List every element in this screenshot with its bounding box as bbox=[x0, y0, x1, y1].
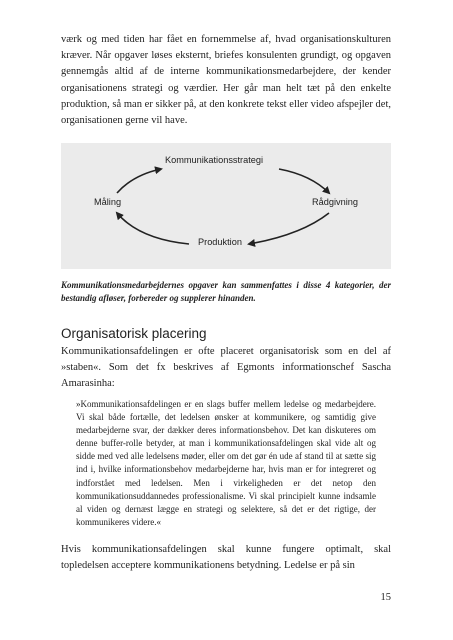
node-strategy: Kommunikationsstrategi bbox=[165, 155, 264, 165]
block-quote: »Kommunikationsafdelingen er en slags buffer mellem ledelse og medarbejdere. Vi skal både fortælle, det ledelsen ønsker at kommunikere, og samtidig give medarbejderne svar, der dækker deres informationsbehov. Det kan diskuteres om denne buffer-rolle betyder, at man i kommunikationsafdelingen skal vide alt og sidde med ved alle ledelsens møder, eller om det gør én ude af stand til at sætte sig ind i, hvilke informationsbehov medarbejderne har, hvis man er for integreret og indforstået med ledelsen. Men i virkeligheden er det netop den kommunikationsuddannedes professionalisme. Vi skal principielt kunne indsamle al viden og dernæst lægge en strategi og selektere, så det er det rigtige, der kommunikeres videre.« bbox=[76, 399, 376, 527]
node-advice: Rådgivning bbox=[312, 197, 358, 207]
communication-cycle-diagram bbox=[61, 143, 391, 269]
body-paragraph: Kommunikationsafdelingen er ofte placeret organisatorisk som en del af »staben«. Som det fx beskrives af Egmonts informationschef Sascha Amarasinha: bbox=[61, 346, 391, 390]
figure-caption: Kommunikationsmedarbejdernes opgaver kan sammenfattes i disse 4 kategorier, der bestandig afløser, forbereder og supplerer hinanden. bbox=[61, 280, 391, 303]
arrow-advice-to-production bbox=[249, 213, 329, 244]
section-heading: Organisatorisk placering bbox=[61, 326, 207, 341]
node-production: Produktion bbox=[198, 237, 242, 247]
arrow-strategy-to-advice bbox=[279, 169, 329, 193]
body-paragraph: værk og med tiden har fået en fornemmelse af, hvad organisationskulturen kræver. Når opgaver løses eksternt, briefes konsulenten grundigt, og opgaven gennemgås altid af de interne kommunikationsmedarbejdere, der kender organisationens strategi og værdier. Her går man helt tæt på den enkelte produktion, så man er sikker på, at den konkrete tekst eller video afspejler det, organisationen gerne vil have. bbox=[61, 34, 391, 127]
body-paragraph: Hvis kommunikationsafdelingen skal kunne fungere optimalt, skal topledelsen acceptere kommunikationens betydning. Ledelse er på sin bbox=[61, 544, 391, 572]
arrow-measurement-to-strategy bbox=[117, 169, 161, 193]
arrow-production-to-measurement bbox=[117, 213, 189, 244]
page-number: 15 bbox=[380, 592, 391, 603]
node-measurement: Måling bbox=[94, 197, 122, 207]
